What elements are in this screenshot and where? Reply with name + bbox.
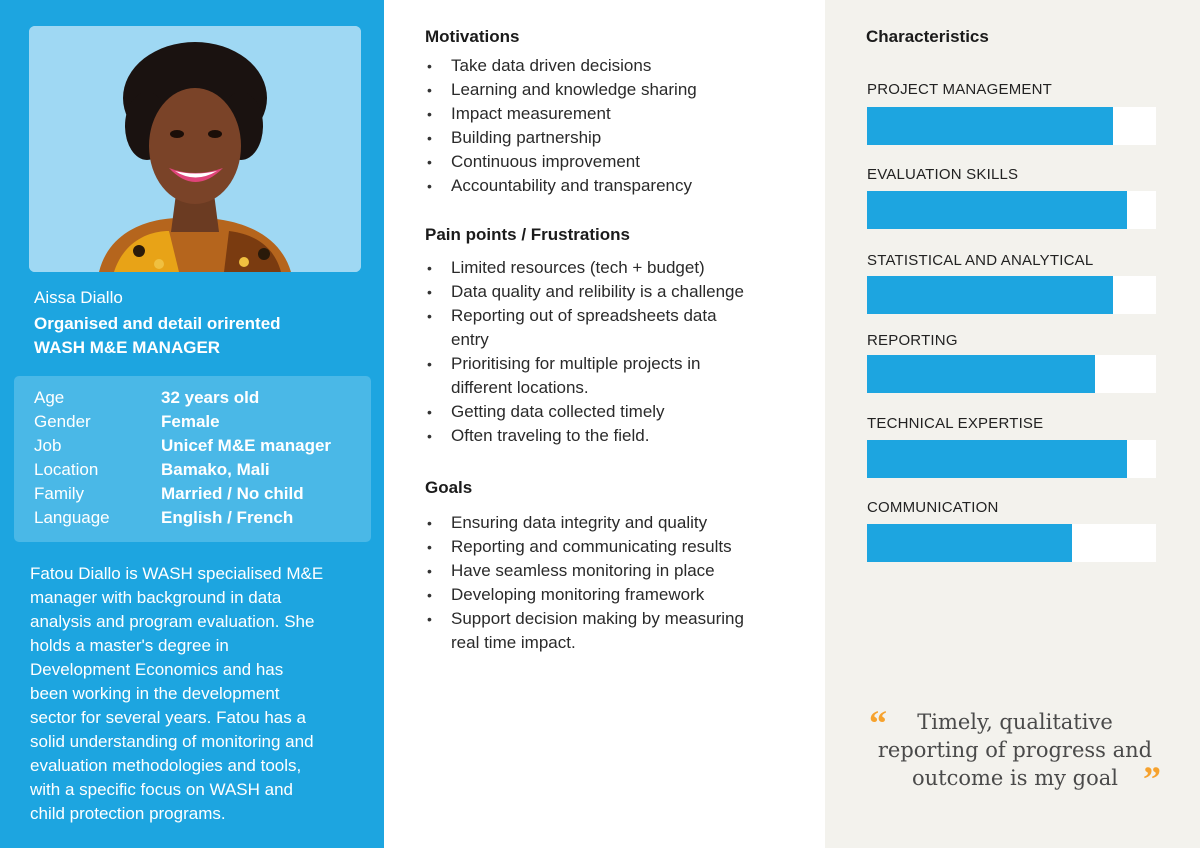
motivations-title: Motivations [425, 27, 520, 46]
detail-key: Language [34, 508, 110, 527]
persona-name: Aissa Diallo [34, 288, 123, 307]
detail-key: Job [34, 436, 62, 455]
list-item: • Building partnership [425, 126, 810, 150]
characteristic-bar-project-management [867, 107, 1156, 145]
bio-line: Development Economics and has [30, 660, 284, 679]
detail-row-age [34, 386, 371, 410]
characteristic-label: PROJECT MANAGEMENT [867, 81, 1053, 98]
characteristic-bar-reporting [867, 355, 1156, 393]
characteristic-bar-fill [867, 191, 1127, 229]
goals-title: Goals [425, 478, 473, 497]
list-item: • Limited resources (tech + budget) [425, 256, 810, 280]
list-item: • Take data driven decisions [425, 54, 810, 78]
bio-line: sector for several years. Fatou has a [30, 708, 306, 727]
characteristic-bar-fill [867, 524, 1072, 562]
tagline-line-1: Organised and detail orirented [34, 314, 281, 333]
open-quote-icon: “ [869, 703, 887, 743]
list-item: • Learning and knowledge sharing [425, 78, 810, 102]
detail-value: Married / No child [161, 484, 304, 503]
persona-quote [865, 708, 1165, 792]
characteristic-bar-fill [867, 107, 1113, 145]
goals-list [425, 511, 810, 655]
detail-row-language [34, 506, 371, 530]
quote-line: outcome is my goal [912, 766, 1118, 790]
detail-value: 32 years old [161, 388, 260, 407]
characteristic-bar-communication [867, 524, 1156, 562]
list-item: • Data quality and relibility is a challenge [425, 280, 810, 304]
profile-panel [0, 0, 384, 848]
list-item: • Reporting out of spreadsheets data entry [425, 304, 810, 352]
list-item: • Getting data collected timely [425, 400, 810, 424]
bio-line: evaluation methodologies and tools, [30, 756, 302, 775]
bio-line: with a specific focus on WASH and [30, 780, 293, 799]
quote-line: reporting of progress and [877, 738, 1153, 762]
list-item: • Reporting and communicating results [425, 535, 810, 559]
list-item: • Have seamless monitoring in place [425, 559, 810, 583]
detail-key: Location [34, 460, 99, 479]
persona-details [14, 376, 371, 542]
characteristics-title: Characteristics [866, 27, 989, 46]
list-item: • Ensuring data integrity and quality [425, 511, 810, 535]
quote-line: Timely, qualitative [917, 710, 1113, 734]
detail-row-job [34, 434, 371, 458]
bio-line: holds a master's degree in [30, 636, 229, 655]
pain-points-list [425, 256, 810, 448]
detail-key: Age [34, 388, 65, 407]
bio-line: solid understanding of monitoring and [30, 732, 314, 751]
list-item: • Accountability and transparency [425, 174, 810, 198]
detail-key: Family [34, 484, 85, 503]
characteristic-bar-statistical-analytical [867, 276, 1156, 314]
persona-tagline [34, 312, 281, 360]
characteristics-panel [825, 0, 1200, 848]
list-item: • Impact measurement [425, 102, 810, 126]
detail-row-family [34, 482, 371, 506]
close-quote-icon: ” [1143, 759, 1161, 799]
list-item: • Prioritising for multiple projects in different locations. [425, 352, 810, 400]
characteristic-label: EVALUATION SKILLS [867, 166, 1019, 183]
characteristic-label: COMMUNICATION [867, 499, 999, 516]
detail-value: Female [161, 412, 220, 431]
bio-line: been working in the development [30, 684, 280, 703]
characteristic-bar-technical-expertise [867, 440, 1156, 478]
detail-value: Unicef M&E manager [161, 436, 332, 455]
bio-line: analysis and program evaluation. She [30, 612, 315, 631]
bio-line: manager with background in data [30, 588, 282, 607]
tagline-line-2: WASH M&E MANAGER [34, 338, 221, 357]
detail-row-location [34, 458, 371, 482]
characteristic-bar-fill [867, 276, 1113, 314]
detail-row-gender [34, 410, 371, 434]
detail-value: Bamako, Mali [161, 460, 270, 479]
persona-bio [30, 562, 370, 826]
characteristic-bar-fill [867, 355, 1095, 393]
list-item: • Continuous improvement [425, 150, 810, 174]
detail-value: English / French [161, 508, 294, 527]
characteristic-bar-fill [867, 440, 1127, 478]
characteristic-bar-evaluation-skills [867, 191, 1156, 229]
list-item: • Often traveling to the field. [425, 424, 810, 448]
profile-photo [29, 26, 361, 272]
pain-points-title: Pain points / Frustrations [425, 225, 630, 244]
detail-key: Gender [34, 412, 91, 431]
list-item: • Support decision making by measuring real time impact. [425, 607, 810, 655]
characteristic-label: STATISTICAL AND ANALYTICAL [867, 252, 1094, 269]
bio-line: Fatou Diallo is WASH specialised M&E [30, 564, 324, 583]
motivations-list [425, 54, 810, 198]
characteristic-label: REPORTING [867, 332, 958, 349]
characteristic-label: TECHNICAL EXPERTISE [867, 415, 1044, 432]
bio-line: child protection programs. [30, 804, 226, 823]
list-item: • Developing monitoring framework [425, 583, 810, 607]
